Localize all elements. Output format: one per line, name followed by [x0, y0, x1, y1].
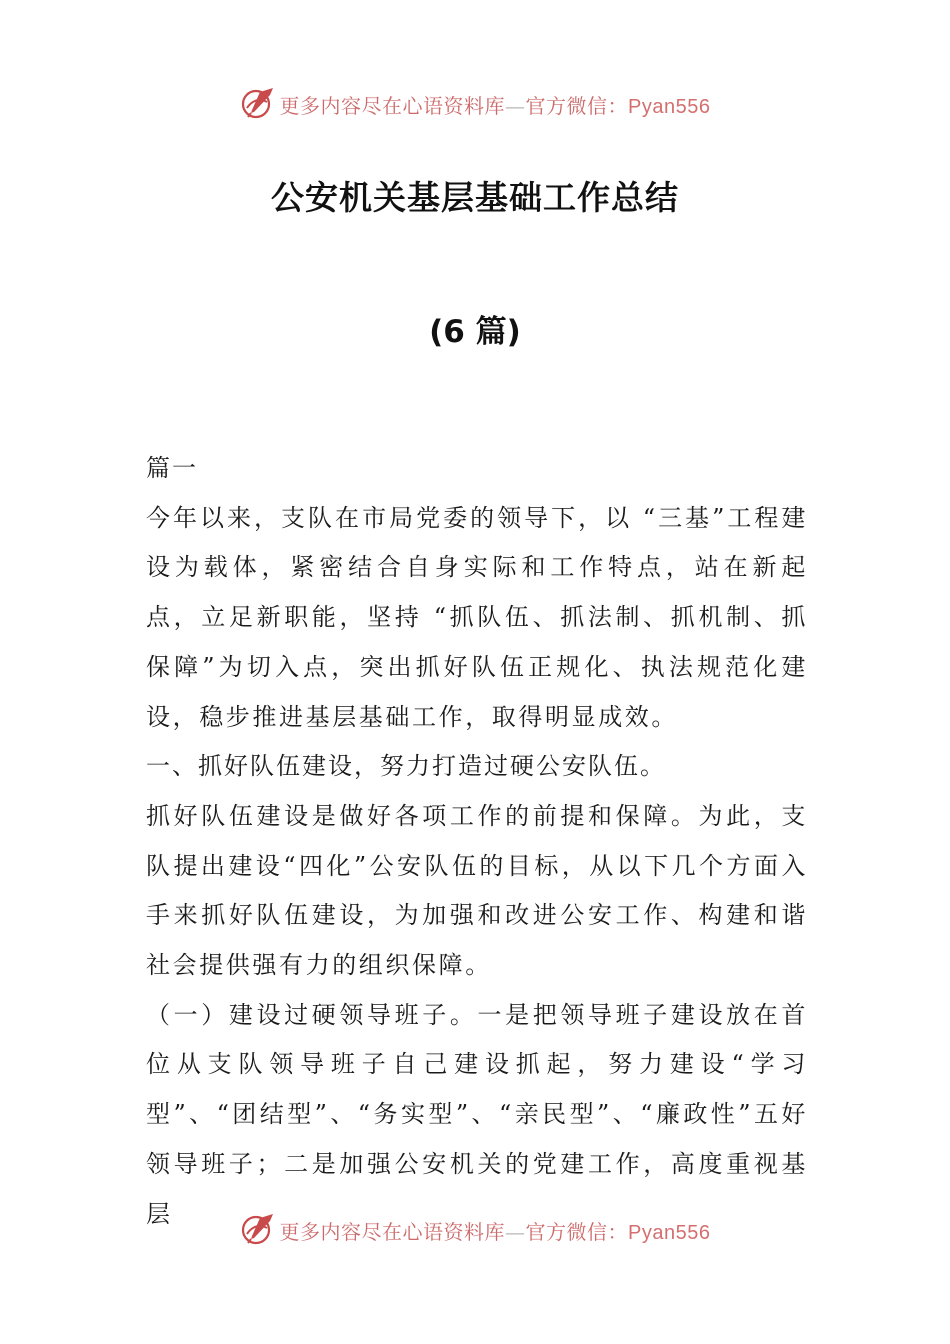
- section-label: 篇一: [146, 454, 198, 482]
- pen-logo-icon: [240, 1212, 276, 1248]
- paragraph: （一）建设过硬领导班子。一是把领导班子建设放在首位从支队领导班子自己建设抓起，努力建设“学习型”、“团结型”、“务实型”、“亲民型”、“廉政性”五好领导班子；二是加强公安机关的党建工作，高度重视基层: [146, 1000, 808, 1228]
- paragraph: 抓好队伍建设是做好各项工作的前提和保障。为此，支队提出建设“四化”公安队伍的目标，从以下几个方面入手来抓好队伍建设，为加强和改进公安工作、构建和谐社会提供强有力的组织保障。: [146, 801, 808, 980]
- document-subtitle: (6 篇): [429, 314, 521, 350]
- watermark-header: [0, 80, 950, 128]
- paragraph: 今年以来，支队在市局党委的领导下，以 “三基”工程建设为载体，紧密结合自身实际和工作特点，站在新起点，立足新职能，坚持 “抓队伍、抓法制、抓机制、抓保障”为切入点，突出抓好队伍正规化、执法规范化建设，稳步推进基层基础工作，取得明显成效。: [146, 503, 808, 731]
- watermark-footer: [0, 1206, 950, 1254]
- document-body: [146, 444, 808, 1239]
- section-heading: 一、抓好队伍建设，努力打造过硬公安队伍。: [146, 752, 666, 781]
- pen-logo-icon: [240, 86, 276, 122]
- watermark-text: 更多内容尽在心语资料库—官方微信：Pyan556: [279, 93, 711, 118]
- watermark-text: 更多内容尽在心语资料库—官方微信：Pyan556: [279, 1219, 711, 1244]
- document-title: 公安机关基层基础工作总结: [271, 178, 679, 217]
